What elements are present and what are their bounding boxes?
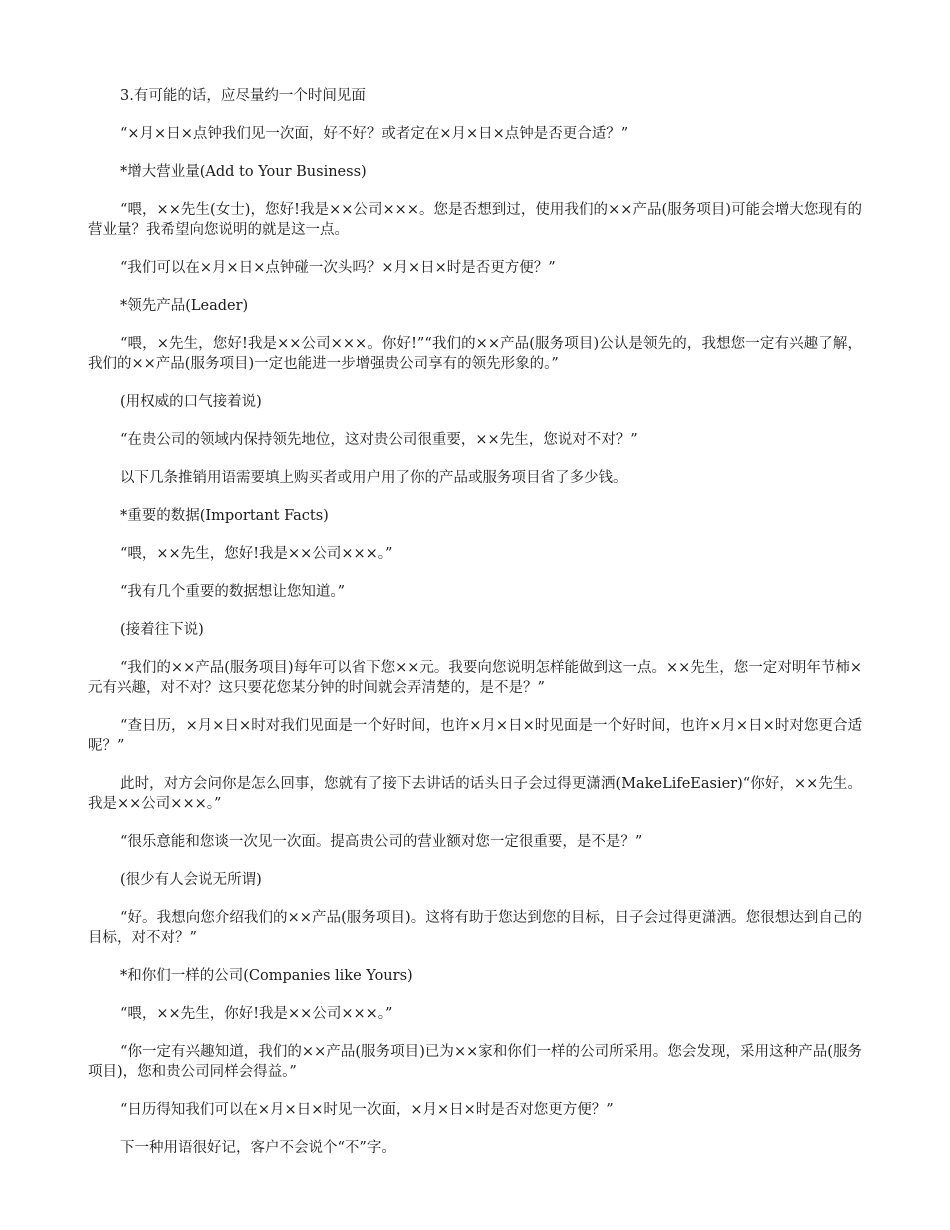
paragraph: “日历得知我们可以在×月×日×时见一次面，×月×日×时是否对您更方便？” <box>120 1102 614 1118</box>
paragraph: “好。我想向您介绍我们的××产品(服务项目)。这将有助于您达到您的目标，日子会过得更潇洒。您很想达到自己的目标，对不对？” <box>88 910 862 946</box>
paragraph: “喂，××先生，您好!我是××公司×××。” <box>120 546 393 562</box>
paragraph: (接着往下说) <box>120 622 204 638</box>
paragraph: “×月×日×点钟我们见一次面，好不好？或者定在×月×日×点钟是否更合适？” <box>120 126 629 142</box>
paragraph: “很乐意能和您谈一次见一次面。提高贵公司的营业额对您一定很重要，是不是？” <box>120 834 643 850</box>
paragraph: “我们的××产品(服务项目)每年可以省下您××元。我要向您说明怎样能做到这一点。××先生，您一定对明年节柿×元有兴趣，对不对？这只要花您某分钟的时间就会弄清楚的，是不是？” <box>88 660 862 696</box>
paragraph: “我有几个重要的数据想让您知道。” <box>120 584 346 600</box>
paragraph: “你一定有兴趣知道，我们的××产品(服务项目)已为××家和你们一样的公司所采用。您会发现，采用这种产品(服务项目)，您和贵公司同样会得益。” <box>88 1044 862 1080</box>
section-heading: *重要的数据(Important Facts) <box>120 508 329 524</box>
section-heading: *增大营业量(Add to Your Business) <box>120 164 367 180</box>
document-page <box>88 86 862 1176</box>
paragraph: “在贵公司的领域内保持领先地位，这对贵公司很重要，××先生，您说对不对？” <box>120 432 638 448</box>
paragraph: “我们可以在×月×日×点钟碰一次头吗？×月×日×时是否更方便？” <box>120 260 556 276</box>
paragraph: (用权威的口气接着说) <box>120 394 262 410</box>
section-heading: *和你们一样的公司(Companies like Yours) <box>120 968 413 984</box>
paragraph: “喂，×先生，您好!我是××公司×××。你好!”“我们的××产品(服务项目)公认是领先的，我想您一定有兴趣了解，我们的××产品(服务项目)一定也能进一步增强贵公司享有的领先形象的。” <box>88 336 862 372</box>
paragraph: “查日历，×月×日×时对我们见面是一个好时间，也许×月×日×时见面是一个好时间，也许×月×日×时对您更合适呢？” <box>88 718 862 754</box>
paragraph: “喂，××先生(女士)，您好!我是××公司×××。您是否想到过，使用我们的××产品(服务项目)可能会增大您现有的营业量？我希望向您说明的就是这一点。 <box>88 202 862 238</box>
paragraph: 此时，对方会问你是怎么回事，您就有了接下去讲话的话头日子会过得更潇洒(MakeLifeEasier)“你好，××先生。我是××公司×××。” <box>88 776 862 812</box>
paragraph: 以下几条推销用语需要填上购买者或用户用了你的产品或服务项目省了多少钱。 <box>120 470 628 486</box>
paragraph: 下一种用语很好记，客户不会说个“不”字。 <box>120 1140 396 1156</box>
section-heading: *领先产品(Leader) <box>120 298 249 314</box>
paragraph: (很少有人会说无所谓) <box>120 872 262 888</box>
paragraph: 3.有可能的话，应尽量约一个时间见面 <box>120 88 366 104</box>
paragraph: “喂，××先生，你好!我是××公司×××。” <box>120 1006 393 1022</box>
